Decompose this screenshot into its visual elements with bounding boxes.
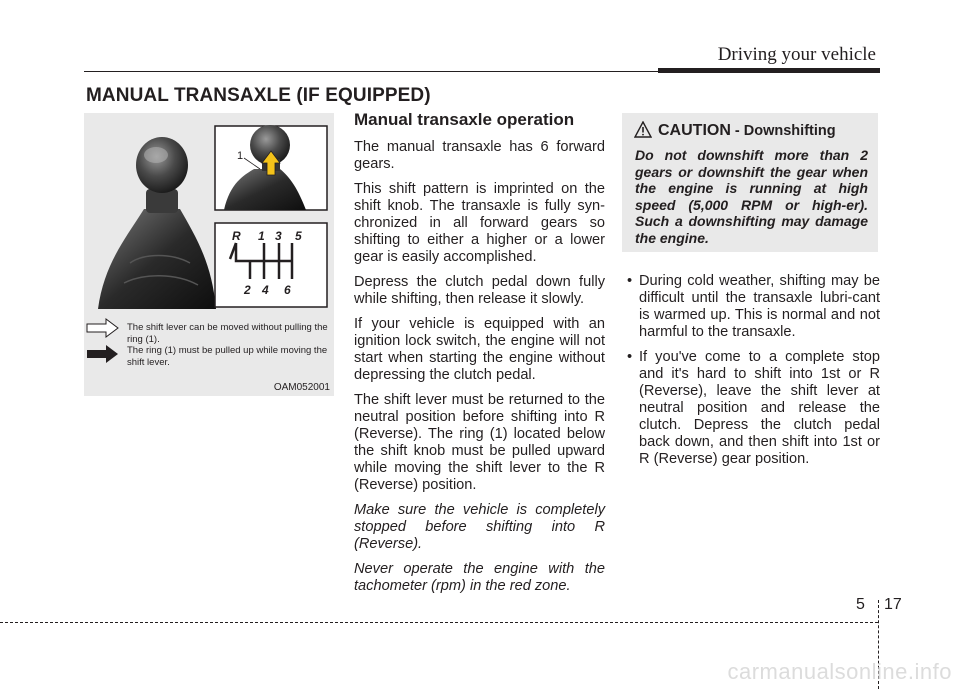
operation-paragraph: The shift lever must be returned to the neutral position before shifting into R (Reverse). The ring (1) located below the shift knob must be pulled upward while moving the shift lever to the R (Reverse) position. bbox=[354, 392, 605, 493]
callout-number: 1 bbox=[237, 150, 244, 162]
operation-paragraph: If your vehicle is equipped with an ignition lock switch, the engine will not start when starting the engine without depressing the clutch pedal. bbox=[354, 316, 605, 383]
shift-boot bbox=[98, 209, 216, 309]
caution-body: Do not downshift more than 2 gears or downshift the gear when the engine is running at high speed (5,000 RPM or high-er). Such a downshifting may damage the engine. bbox=[635, 147, 868, 246]
operation-note: Make sure the vehicle is completely stopped before shifting into R (Reverse). bbox=[354, 502, 605, 552]
footer-rule bbox=[0, 622, 878, 623]
gear-label-4: 4 bbox=[262, 283, 269, 297]
caption-line-2: The ring (1) must be pulled up while moving the shift lever. bbox=[127, 345, 328, 368]
caution-title bbox=[634, 121, 836, 140]
caption-line-1: The shift lever can be moved without pulling the ring (1). bbox=[127, 322, 328, 345]
caution-label: CAUTION bbox=[658, 122, 731, 139]
figure-caption bbox=[127, 322, 332, 368]
operation-paragraph: The manual transaxle has 6 forward gears. bbox=[354, 139, 605, 172]
figure-code: OAM052001 bbox=[273, 382, 330, 393]
shift-knob bbox=[136, 137, 188, 193]
operation-column bbox=[354, 110, 605, 603]
gear-label-2: 2 bbox=[244, 283, 251, 297]
gear-label-6: 6 bbox=[284, 283, 291, 297]
chapter-number: 5 bbox=[856, 596, 865, 613]
watermark: carmanualsonline.info bbox=[727, 659, 952, 684]
header-rule-accent bbox=[658, 68, 880, 73]
operation-heading: Manual transaxle operation bbox=[354, 110, 575, 129]
solid-arrow-icon bbox=[87, 345, 118, 363]
gear-label-r: R bbox=[232, 229, 241, 243]
section-title: MANUAL TRANSAXLE (IF EQUIPPED) bbox=[86, 85, 431, 106]
shift-lever-figure bbox=[84, 113, 334, 396]
gear-label-5: 5 bbox=[295, 229, 302, 243]
list-item: • During cold weather, shifting may be difficult until the transaxle lubri-cant is warmed up. This is normal and not harmful to the transaxle. bbox=[624, 273, 880, 341]
operation-note: Never operate the engine with the tachometer (rpm) in the red zone. bbox=[354, 561, 605, 594]
operation-paragraph: This shift pattern is imprinted on the shift knob. The transaxle is fully syn-chronized in all forward gears so shifting to either a higher or a lower gear is easily accomplished. bbox=[354, 181, 605, 265]
gear-label-1: 1 bbox=[258, 229, 265, 243]
caution-subtitle: - Downshifting bbox=[730, 123, 836, 139]
tips-list bbox=[624, 273, 880, 476]
warning-icon bbox=[634, 121, 652, 138]
header-title: Driving your vehicle bbox=[717, 44, 876, 65]
operation-paragraph: Depress the clutch pedal down fully while shifting, then release it slowly. bbox=[354, 274, 605, 307]
outline-arrow-icon bbox=[87, 319, 118, 337]
gear-label-3: 3 bbox=[275, 229, 282, 243]
page-number: 17 bbox=[884, 596, 902, 613]
list-item: • If you've come to a complete stop and it's hard to shift into 1st or R (Reverse), leave the shift lever at neutral position and release the clutch. Depress the clutch pedal back down, and then shift into 1st or R (Reverse) gear position. bbox=[624, 349, 880, 468]
caution-box bbox=[622, 113, 878, 252]
